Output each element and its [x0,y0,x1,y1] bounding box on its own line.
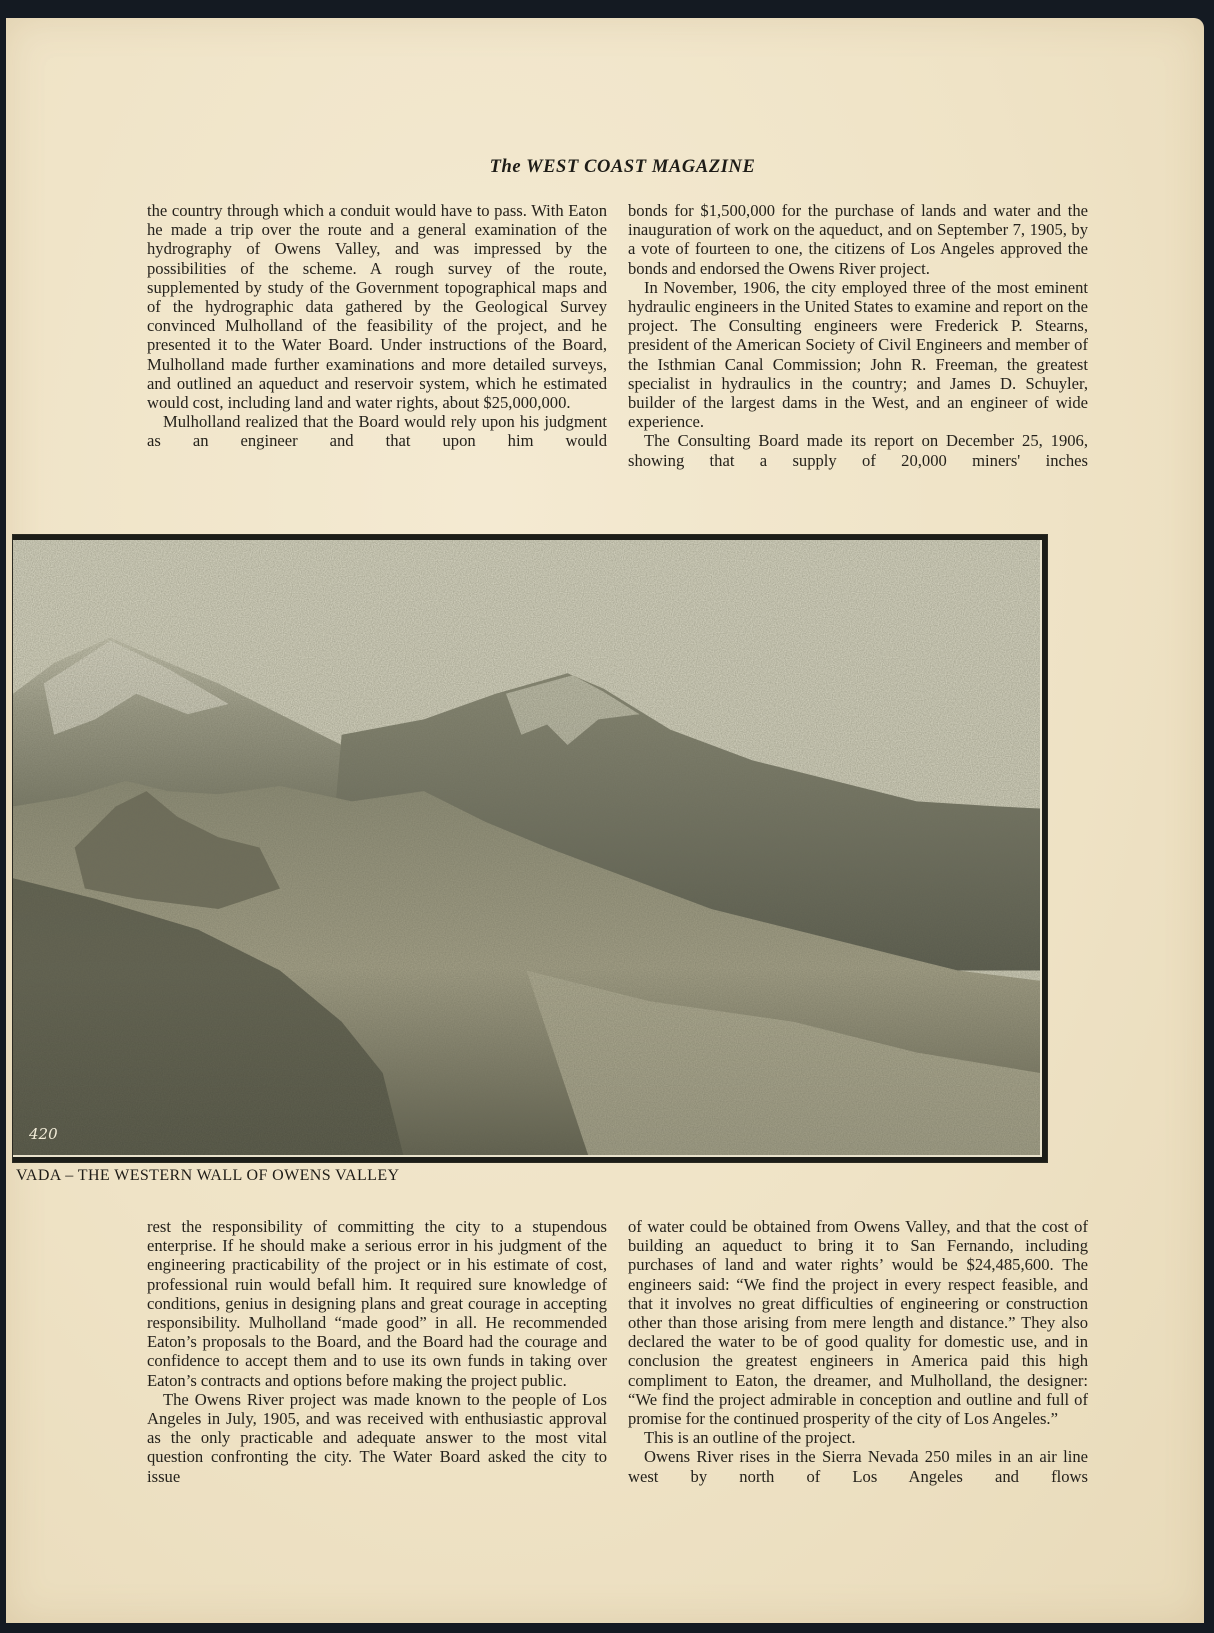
photo-caption: VADA – THE WESTERN WALL OF OWENS VALLEY [16,1167,400,1184]
paragraph: the country through which a conduit would have to pass. With Eaton he made a trip over the route and a general examination of the hydrography of Owens Valley, and was impressed by the possibilities of the scheme. A rough survey of the route, supplemented by study of the Government topographical maps and of the hydrographic data gathered by the Geological Survey convinced Mulholland of the feasibility of the project, and he presented it to the Water Board. Under instructions of the Board, Mulholland made further examinations and more detailed surveys, and outlined an aqueduct and reservoir system, which he estimated would cost, including land and water rights, about $25,000,000. [147,201,607,413]
paragraph: The Owens River project was made known to the people of Los Angeles in July, 1905, and was received with enthusiastic approval as the only practicable and adequate answer to the most vital question confronting the city. The Water Board asked the city to issue [147,1389,607,1486]
mountain-photo-illustration [13,540,1040,1155]
paragraph: bonds for $1,500,000 for the purchase of lands and water and the inauguration of work on the aqueduct, and on September 7, 1905, by a vote of fourteen to one, the citizens of Los Angeles approved the bonds and endorsed the Owens River project. [628,201,1088,278]
magazine-page [6,18,1204,1623]
paragraph: In November, 1906, the city employed three of the most eminent hydraulic engineers in the United States to examine and report on the project. The Consulting engineers were Frederick P. Stearns, president of the American Society of Civil Engineers and member of the Isthmian Canal Commission; John R. Freeman, the greatest specialist in hydraulics in the country; and James D. Schuyler, builder of the largest dams in the West, and an engineer of wide experience. [628,277,1088,432]
paragraph: of water could be obtained from Owens Valley, and that the cost of building an aqueduct to bring it to San Fernando, including purchases of land and water rights’ would be $24,485,600. The engineers said: “We find the project in every respect feasible, and that it involves no great difficulties of engineering or construction other than those arising from mere length and distance.” They also declared the water to be of good quality for domestic use, and in conclusion the greatest engineers in America paid this high compliment to Eaton, the dreamer, and Mulholland, the designer: “We find the project admirable in conception and outline and full of promise for the continued prosperity of the city of Los Angeles.” [628,1217,1088,1429]
photo-frame [12,534,1048,1163]
column-top-right [628,201,1088,470]
column-bottom-left [147,1217,607,1486]
plate-number: 420 [29,1125,58,1143]
column-top-left [147,201,607,451]
paragraph: Owens River rises in the Sierra Nevada 250 miles in an air line west by north of Los Angeles and flows [628,1447,1088,1486]
paragraph: Mulholland realized that the Board would rely upon his judgment as an engineer and that upon him would [147,412,607,451]
photo-grain [13,540,1040,1155]
column-bottom-right [628,1217,1088,1486]
mountain-photo [13,540,1042,1157]
paragraph: This is an outline of the project. [644,1428,856,1448]
paragraph: The Consulting Board made its report on December 25, 1906, showing that a supply of 20,000 miners' inches [628,431,1088,470]
paragraph: rest the responsibility of committing the city to a stupendous enterprise. If he should make a serious error in his judgment of the engineering practicability of the project or in his estimate of cost, professional ruin would befall him. It required sure knowledge of conditions, genius in designing plans and great courage in accepting responsibility. Mulholland “made good” in all. He recommended Eaton’s proposals to the Board, and the Board had the courage and confidence to accept them and to use its own funds in taking over Eaton’s contracts and options before making the project public. [147,1217,607,1390]
running-head: The WEST COAST MAGAZINE [489,157,756,177]
